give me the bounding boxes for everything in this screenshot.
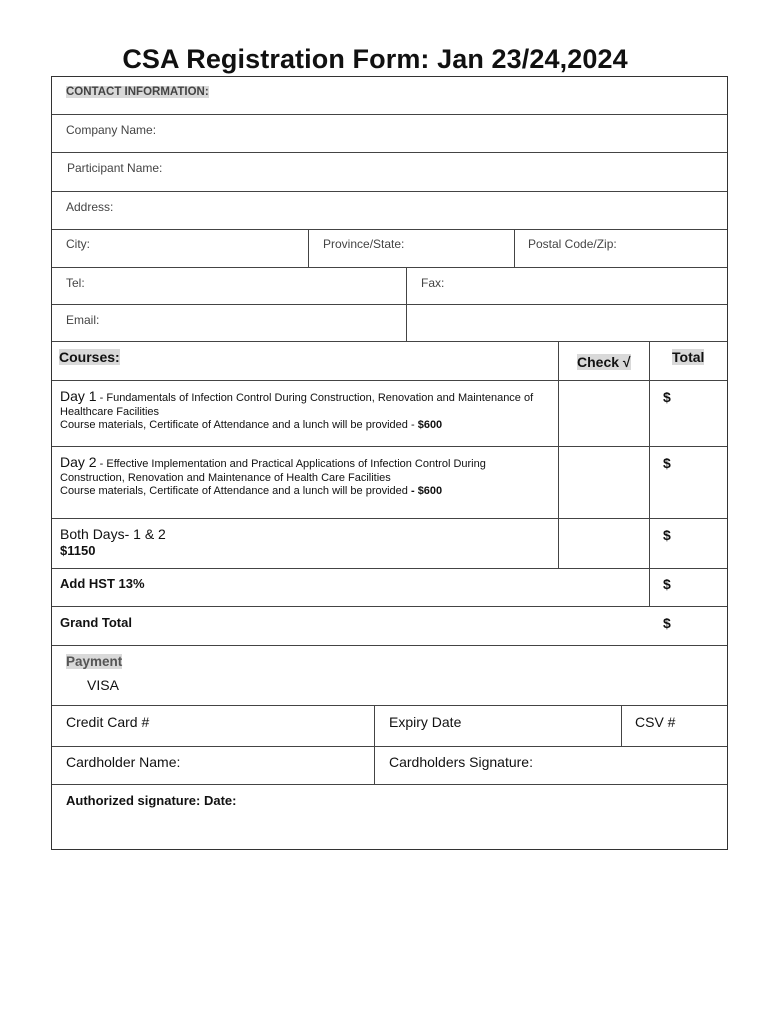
day2-title: - Effective Implementation and Practical Applications of Infection Control During Construction, Renovation and Maintenance of Health Care Facilities: [60, 458, 486, 484]
contact-information-header: CONTACT INFORMATION:: [66, 86, 209, 98]
both-days-price: $1150: [60, 543, 96, 558]
divider: [52, 784, 727, 785]
divider: [52, 191, 727, 192]
postal-code-field[interactable]: Postal Code/Zip:: [528, 237, 617, 251]
email-field[interactable]: Email:: [66, 313, 100, 327]
company-name-field[interactable]: Company Name:: [66, 123, 157, 137]
divider: [52, 705, 727, 706]
both-days-label: Both Days- 1 & 2: [60, 526, 166, 542]
day2-total: $: [663, 455, 671, 471]
divider: [52, 152, 727, 153]
both-days-total: $: [663, 527, 671, 543]
grand-total-label: Grand Total: [60, 615, 132, 630]
divider: [52, 341, 727, 342]
cardholder-signature-field[interactable]: Cardholders Signature:: [389, 754, 533, 770]
city-field[interactable]: City:: [66, 237, 90, 251]
tel-field[interactable]: Tel:: [66, 276, 85, 290]
hst-total: $: [663, 576, 671, 592]
divider: [52, 229, 727, 230]
day2-course-description: [60, 456, 550, 499]
divider: [52, 645, 727, 646]
both-days-check-box[interactable]: [559, 519, 649, 568]
day1-price: $600: [417, 419, 443, 431]
day1-check-box[interactable]: [559, 381, 649, 446]
courses-header: Courses:: [59, 349, 120, 365]
divider: [514, 229, 515, 267]
csv-field[interactable]: CSV #: [635, 714, 676, 730]
day2-includes: Course materials, Certificate of Attendance and a lunch will be provided: [60, 485, 411, 497]
divider: [52, 606, 727, 607]
form-title: CSA Registration Form: Jan 23/24,2024: [122, 44, 628, 74]
day1-title: - Fundamentals of Infection Control During Construction, Renovation and Maintenance of Healthcare Facilities: [60, 392, 534, 418]
grand-total-value: $: [663, 615, 671, 631]
total-header: Total: [672, 349, 705, 365]
province-state-field[interactable]: Province/State:: [323, 237, 405, 251]
divider: [308, 229, 309, 267]
divider: [621, 705, 622, 746]
registration-form: [51, 76, 728, 850]
check-header: Check √: [577, 354, 631, 370]
address-field[interactable]: Address:: [66, 200, 114, 214]
participant-name-field[interactable]: Participant Name:: [67, 161, 163, 175]
day2-price: - $600: [410, 485, 443, 497]
authorized-signature-field[interactable]: Authorized signature: Date:: [66, 793, 237, 808]
fax-field[interactable]: Fax:: [421, 276, 445, 290]
hst-label: Add HST 13%: [60, 576, 145, 591]
cardholder-name-field[interactable]: Cardholder Name:: [66, 754, 181, 770]
credit-card-field[interactable]: Credit Card #: [66, 714, 150, 730]
divider: [52, 746, 727, 747]
day2-check-box[interactable]: [559, 447, 649, 518]
divider: [649, 341, 650, 606]
divider: [52, 267, 727, 268]
day2-label: Day 2: [60, 454, 97, 470]
divider: [406, 267, 407, 341]
divider: [52, 304, 727, 305]
expiry-date-field[interactable]: Expiry Date: [389, 714, 462, 730]
payment-method-visa: VISA: [87, 677, 119, 693]
payment-header: Payment: [66, 654, 123, 669]
divider: [374, 705, 375, 784]
day1-total: $: [663, 389, 671, 405]
day1-course-description: [60, 390, 550, 433]
day1-label: Day 1: [60, 388, 97, 404]
divider: [52, 568, 727, 569]
divider: [52, 114, 727, 115]
day1-includes: Course materials, Certificate of Attendance and a lunch will be provided -: [60, 419, 418, 431]
